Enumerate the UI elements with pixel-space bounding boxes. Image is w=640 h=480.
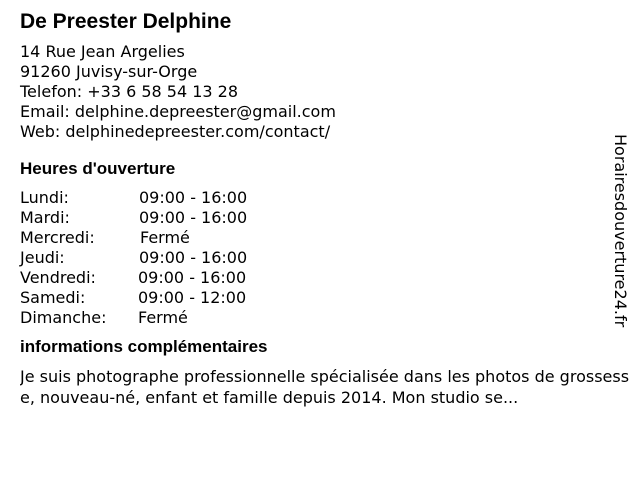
hours-table xyxy=(20,188,620,328)
hours-day: Jeudi: xyxy=(20,248,65,267)
hours-row-friday xyxy=(20,268,620,288)
hours-day: Mardi: xyxy=(20,208,70,227)
site-watermark: Horairesdouverture24.fr xyxy=(611,134,630,328)
hours-row-saturday xyxy=(20,288,620,308)
address-city: 91260 Juvisy-sur-Orge xyxy=(20,62,198,81)
address-street: 14 Rue Jean Argelies xyxy=(20,42,185,61)
hours-time: 09:00 - 16:00 xyxy=(139,208,248,227)
hours-time: 09:00 - 12:00 xyxy=(138,288,247,307)
hours-day: Lundi: xyxy=(20,188,69,207)
hours-day: Samedi: xyxy=(20,288,86,307)
hours-day: Mercredi: xyxy=(20,228,95,247)
hours-time: 09:00 - 16:00 xyxy=(139,248,248,267)
hours-row-tuesday xyxy=(20,208,620,228)
hours-day: Vendredi: xyxy=(20,268,96,287)
hours-time: 09:00 - 16:00 xyxy=(138,268,247,287)
hours-time: 09:00 - 16:00 xyxy=(139,188,248,207)
hours-row-monday xyxy=(20,188,620,208)
web-line: Web: delphinedepreester.com/contact/ xyxy=(20,122,331,141)
hours-row-thursday xyxy=(20,248,620,268)
hours-day: Dimanche: xyxy=(20,308,107,327)
hours-time: Fermé xyxy=(140,228,190,247)
extra-info-heading: informations complémentaires xyxy=(20,337,268,356)
hours-time: Fermé xyxy=(138,308,188,327)
phone-line: Telefon: +33 6 58 54 13 28 xyxy=(20,82,239,101)
business-description: Je suis photographe professionnelle spécialisée dans les photos de grossesse, nouveau-né, enfant et famille depuis 2014. Mon studio se... xyxy=(20,367,630,407)
hours-heading: Heures d'ouverture xyxy=(20,159,176,178)
hours-row-sunday xyxy=(20,308,620,328)
email-line: Email: delphine.depreester@gmail.com xyxy=(20,102,336,121)
hours-row-wednesday xyxy=(20,228,620,248)
business-name: De Preester Delphine xyxy=(20,10,232,33)
